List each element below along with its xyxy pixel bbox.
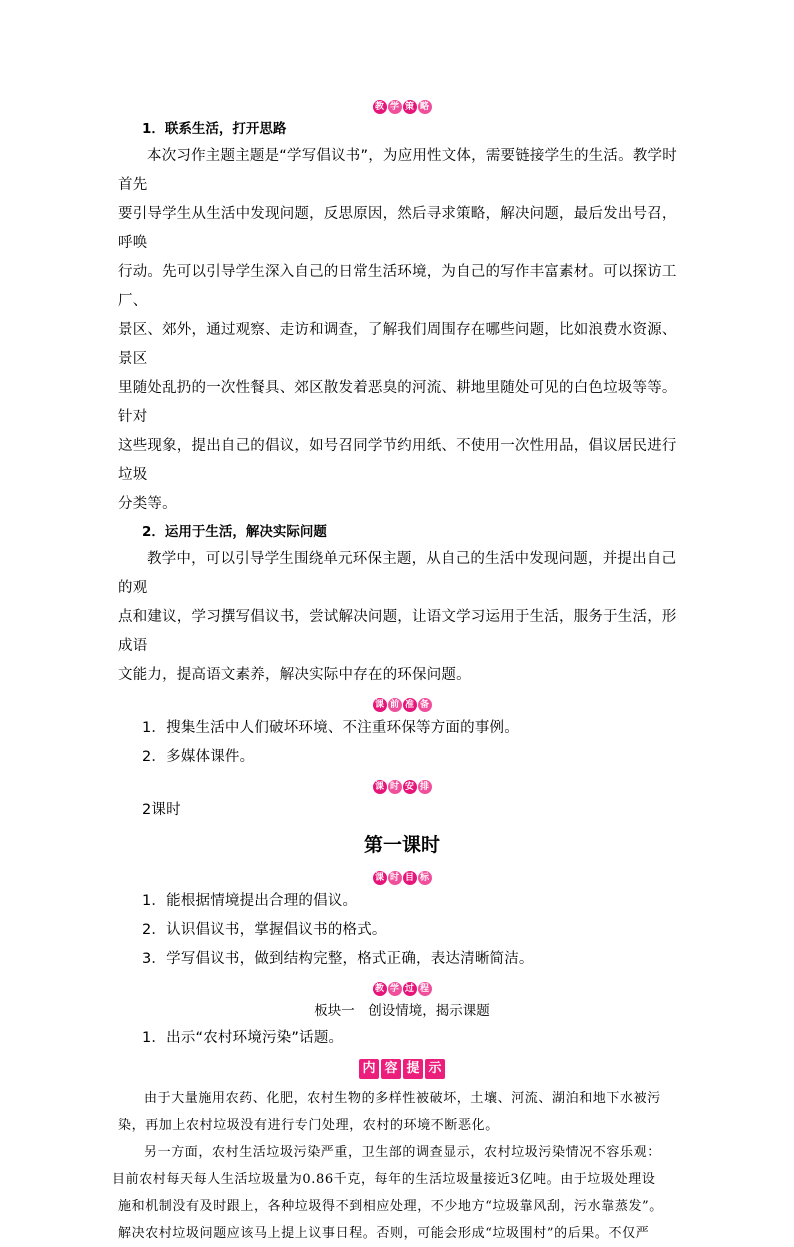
badge-char: 时 — [388, 871, 402, 885]
document-page — [112, 92, 686, 1247]
section-badge-process — [118, 974, 686, 998]
content-hint-body — [112, 1085, 686, 1247]
content-line: 另一方面，农村生活垃圾污染严重，卫生部的调查显示，农村垃圾污染情况不容乐观： — [144, 1145, 661, 1160]
badge-char: 学 — [388, 100, 402, 114]
block-title: 板块一 创设情境，揭示课题 — [314, 1003, 490, 1019]
content-line: 施和机制没有及时跟上，各种垃圾得不到相应处理，不少地方“垃圾靠风刮，污水靠蒸发”。 — [118, 1199, 663, 1214]
badge-char: 略 — [418, 100, 432, 114]
goal-item: 3．学写倡议书，做到结构完整，格式正确，表达清晰简洁。 — [142, 951, 534, 967]
text-line: 要引导学生从生活中发现问题，反思原因，然后寻求策略，解决问题，最后发出号召，呼唤 — [118, 206, 677, 251]
badge-char: 备 — [418, 698, 432, 712]
strategy-heading-1: 1．联系生活，打开思路 — [142, 121, 287, 137]
badge-char: 安 — [403, 780, 417, 794]
tag-char: 容 — [381, 1059, 401, 1079]
text-line: 这些现象，提出自己的倡议，如号召同学节约用纸、不使用一次性用品，倡议居民进行垃圾 — [118, 438, 677, 483]
section-badge-goals — [118, 863, 686, 887]
badge-char: 前 — [388, 698, 402, 712]
badge-char: 课 — [373, 871, 387, 885]
tag-char: 示 — [425, 1059, 445, 1079]
text-line: 行动。先可以引导学生深入自己的日常生活环境，为自己的写作丰富素材。可以探访工厂、 — [118, 264, 677, 309]
content-line: 解决农村垃圾问题应该马上提上议事日程。否则，可能会形成“垃圾围村”的后果。不仅严 — [118, 1226, 650, 1241]
goal-item: 2．认识倡议书，掌握倡议书的格式。 — [142, 922, 387, 938]
content-line: 由于大量施用农药、化肥，农村生物的多样性被破坏，土壤、河流、湖泊和地下水被污 — [144, 1091, 661, 1106]
content-line: 染，再加上农村垃圾没有进行专门处理，农村的环境不断恶化。 — [118, 1118, 499, 1133]
content-hint-tag — [118, 1057, 686, 1079]
section-badge-teaching-strategy — [118, 92, 686, 116]
badge-char: 教 — [373, 982, 387, 996]
text-line: 教学中，可以引导学生围绕单元环保主题，从自己的生活中发现问题，并提出自己的观 — [118, 551, 677, 596]
section-badge-preparation — [118, 690, 686, 714]
schedule-text: 2课时 — [142, 802, 181, 818]
content-line: 目前农村每天每人生活垃圾量为0.86千克，每年的生活垃圾量接近3亿吨。由于垃圾处理设 — [112, 1172, 656, 1187]
tag-char: 内 — [359, 1059, 379, 1079]
strategy-paragraph-1 — [118, 142, 686, 519]
text-line: 里随处乱扔的一次性餐具、郊区散发着恶臭的河流、耕地里随处可见的白色垃圾等等。针对 — [118, 380, 677, 425]
tag-char: 提 — [403, 1059, 423, 1079]
text-line: 本次习作主题主题是“学写倡议书”，为应用性文体，需要链接学生的生活。教学时首先 — [118, 148, 677, 193]
text-line: 点和建议，学习撰写倡议书，尝试解决问题，让语文学习运用于生活，服务于生活，形成语 — [118, 609, 677, 654]
text-line: 分类等。 — [118, 496, 177, 512]
badge-char: 过 — [403, 982, 417, 996]
lesson-title: 第一课时 — [363, 834, 440, 856]
badge-char: 教 — [373, 100, 387, 114]
text-line: 文能力，提高语文素养，解决实际中存在的环保问题。 — [118, 667, 471, 683]
prep-item: 2．多媒体课件。 — [142, 749, 255, 765]
badge-char: 排 — [418, 780, 432, 794]
badge-char: 时 — [388, 780, 402, 794]
goal-item: 1．能根据情境提出合理的倡议。 — [142, 893, 358, 909]
text-line: 景区、郊外，通过观察、走访和调查，了解我们周围存在哪些问题，比如浪费水资源、景区 — [118, 322, 677, 367]
badge-char: 策 — [403, 100, 417, 114]
prep-item: 1．搜集生活中人们破坏环境、不注重环保等方面的事例。 — [142, 720, 519, 736]
badge-char: 标 — [418, 871, 432, 885]
badge-char: 课 — [373, 698, 387, 712]
strategy-paragraph-2 — [118, 545, 686, 690]
step-item: 1．出示“农村环境污染”话题。 — [142, 1030, 344, 1046]
badge-char: 目 — [403, 871, 417, 885]
strategy-heading-2: 2．运用于生活，解决实际问题 — [142, 524, 327, 540]
section-badge-schedule — [118, 772, 686, 796]
badge-char: 课 — [373, 780, 387, 794]
badge-char: 准 — [403, 698, 417, 712]
badge-char: 学 — [388, 982, 402, 996]
badge-char: 程 — [418, 982, 432, 996]
